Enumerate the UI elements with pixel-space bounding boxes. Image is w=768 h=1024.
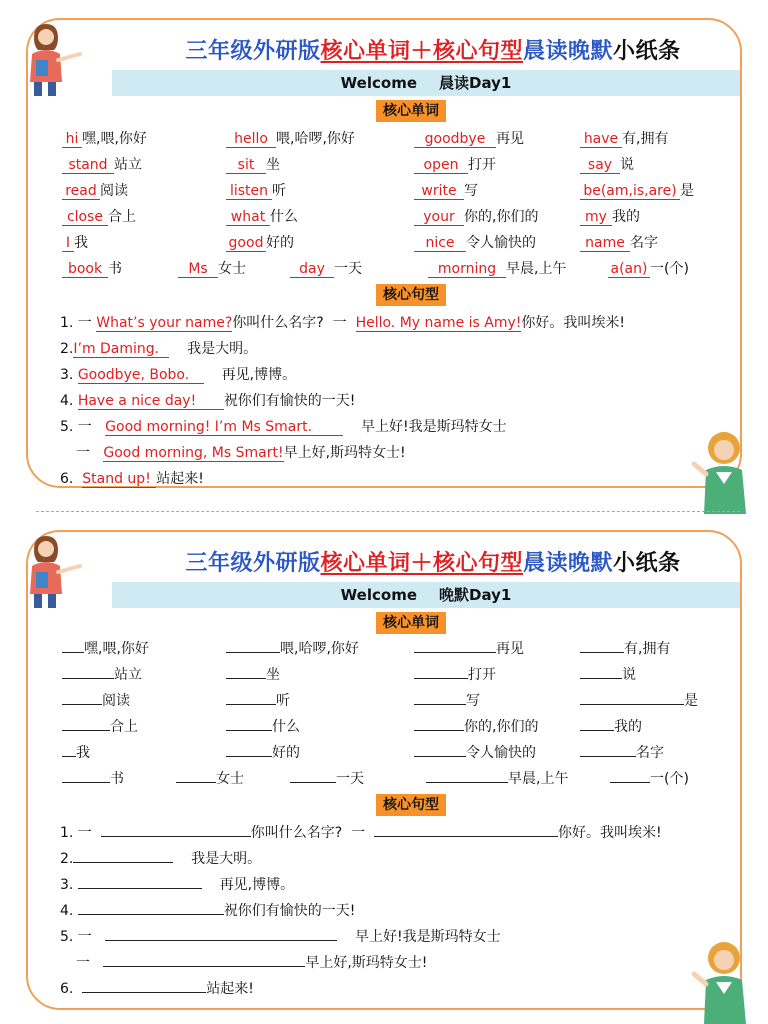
sentence-number: 6. [60,471,74,487]
word-zh: 写 [466,693,480,709]
teacher-pointing-icon [22,20,84,98]
page-title [123,34,743,65]
word-zh: 听 [276,693,290,709]
words-tag: 核心单词 [376,612,446,634]
word-zh: 一(个) [650,261,689,277]
title-part-core: 核心单词＋核心句型 [320,39,523,64]
word-item [226,208,298,226]
word-item [226,182,286,200]
word-en: say [580,158,620,174]
word-item [62,260,122,278]
word-zh: 喂,哈啰,你好 [280,641,359,657]
day-band [112,70,740,96]
sentence-2 [60,340,257,358]
sentence-en: Good morning, Ms Smart! [103,445,284,461]
word-zh: 女士 [216,771,244,787]
word-zh: 名字 [636,745,664,761]
sentence-zh: 我是大明。 [191,851,262,867]
sentence-zh: 早上好,斯玛特女士! [283,445,406,461]
word-zh: 名字 [630,235,658,251]
word-zh: 站立 [114,667,142,683]
word-en: name [580,236,630,252]
word-en: morning [428,262,506,278]
title-part-note: 小纸条 [613,551,681,576]
word-zh: 我 [76,745,90,761]
word-blank-item [226,640,359,658]
sentence-zh: 再见,博博。 [219,877,295,893]
word-item [414,130,524,148]
word-en: read [62,184,100,200]
sentence-number: 1. 一 [60,825,92,841]
sentence-5b [76,444,406,462]
band-welcome: Welcome [340,586,417,604]
sentence-zh: 祝你们有愉快的一天! [223,903,356,919]
sentence-blank-2 [60,850,261,868]
word-zh: 嘿,喂,你好 [82,131,147,147]
word-en: close [62,210,108,226]
word-blank-item [414,744,536,762]
sentence-blank-4 [60,902,355,920]
word-item [290,260,362,278]
word-en: have [580,132,622,148]
sentences-tag: 核心句型 [376,794,446,816]
word-item [226,156,280,174]
word-en: book [62,262,108,278]
word-zh: 阅读 [100,183,128,199]
word-zh: 早晨,上午 [508,771,569,787]
word-blank-item [414,666,496,684]
word-zh: 什么 [272,719,300,735]
word-en: goodbye [414,132,496,148]
sentence-zh: 你叫什么名字? [232,315,324,331]
sentence-number: 3. [60,877,74,893]
word-item [62,130,147,148]
title-part-grade: 三年级外研版 [185,551,321,576]
sentence-zh: 祝你们有愉快的一天! [223,393,356,409]
band-day: 晚默Day1 [439,586,512,604]
sentence-4 [60,392,355,410]
sentence-zh: 站起来! [156,471,204,487]
word-item [62,182,128,200]
word-zh: 早晨,上午 [506,261,567,277]
word-item [178,260,246,278]
sentence-number: 1. 一 [60,315,92,331]
word-blank-item [580,666,636,684]
words-tag: 核心单词 [376,100,446,122]
sentence-en: Goodbye, Bobo. [78,368,204,384]
word-blank-item [580,640,670,658]
word-zh: 打开 [468,157,496,173]
evening-card [26,530,742,1010]
page-title-2 [123,546,743,577]
sentence-number: 2. [60,341,74,357]
word-item [62,156,142,174]
word-blank-item [414,692,480,710]
word-zh: 我 [74,235,88,251]
word-item [580,208,640,226]
sentence-dash: 一 [76,955,90,971]
word-en: sit [226,158,266,174]
sentence-zh: 你叫什么名字? [250,825,343,841]
sentence-number: 3. [60,367,74,383]
band-welcome: Welcome [340,74,417,92]
word-zh: 说 [622,667,636,683]
word-item [414,234,536,252]
word-blank-item [226,692,290,710]
word-en: my [580,210,612,226]
band-day: 晨读Day1 [439,74,512,92]
word-zh: 有,拥有 [624,641,671,657]
sentence-zh: 站起来! [206,981,254,997]
word-zh: 一天 [334,261,362,277]
title-part-read: 晨读晚默 [523,39,614,64]
woman-waving-icon [690,426,750,514]
sentence-number: 6. [60,981,74,997]
word-zh: 书 [108,261,122,277]
word-zh: 一(个) [650,771,689,787]
sentence-blank-1 [60,824,662,842]
word-zh: 你的,你们的 [464,719,539,735]
word-zh: 什么 [270,209,298,225]
word-zh: 听 [272,183,286,199]
word-blank-item [226,666,280,684]
word-zh: 合上 [110,719,138,735]
word-blank-item [226,744,300,762]
sentence-number: 4. [60,903,74,919]
word-en: I [62,236,74,252]
word-zh: 再见 [496,131,524,147]
word-item [580,182,694,200]
word-zh: 站立 [114,157,142,173]
word-en: nice [414,236,466,252]
word-en: good [226,236,266,252]
word-blank-item [414,718,538,736]
word-zh: 一天 [336,771,364,787]
word-blank-item [62,692,130,710]
word-zh: 阅读 [102,693,130,709]
word-blank-item [580,692,698,710]
sentence-number: 5. 一 [60,419,92,435]
sentence-number: 5. 一 [60,929,92,945]
morning-card [26,18,742,488]
word-en: day [290,262,334,278]
word-zh: 写 [464,183,478,199]
sentence-blank-6 [60,980,254,998]
word-zh: 我的 [614,719,642,735]
word-item [62,234,88,252]
dashed-divider [36,511,740,512]
word-zh: 好的 [272,745,300,761]
word-item [414,208,538,226]
sentence-1 [60,314,625,332]
word-blank-item [62,718,138,736]
sentence-en: What’s your name? [96,315,233,331]
sentence-en: Good morning! I’m Ms Smart. [105,420,343,436]
word-zh: 打开 [468,667,496,683]
word-en: stand [62,158,114,174]
title-part-note: 小纸条 [613,39,681,64]
sentence-blank-5b [76,954,427,972]
sentence-dash: 一 [351,825,366,841]
title-part-read: 晨读晚默 [523,551,614,576]
word-en: your [414,210,464,226]
sentence-5 [60,418,507,436]
word-zh: 令人愉快的 [466,745,536,761]
word-blank-item [610,770,689,788]
word-en: Ms [178,262,218,278]
sentence-blank-3 [60,876,294,894]
word-item [428,260,566,278]
word-blank-item [580,744,664,762]
word-zh: 有,拥有 [622,131,669,147]
sentence-dash: 一 [76,445,90,461]
teacher-pointing-icon [22,532,84,610]
word-zh: 书 [110,771,124,787]
word-en: what [226,210,270,226]
word-zh: 令人愉快的 [466,235,536,251]
sentence-zh: 你好。我叫埃米! [521,315,626,331]
word-blank-item [580,718,642,736]
word-en: listen [226,184,272,200]
sentence-zh: 你好。我叫埃米! [557,825,662,841]
word-blank-item [62,744,90,762]
sentence-en: I’m Daming. [73,342,169,358]
sentence-en: Hello. My name is Amy! [355,315,522,331]
word-blank-item [226,718,300,736]
sentence-zh: 再见,博博。 [221,367,297,383]
sentence-blank-5 [60,928,501,946]
sentence-zh: 早上好,斯玛特女士! [305,955,428,971]
sentence-number: 4. [60,393,74,409]
sentence-number: 2. [60,851,74,867]
sentence-zh: 我是大明。 [187,341,258,357]
word-en: be(am,is,are) [580,184,680,200]
word-zh: 你的,你们的 [464,209,539,225]
word-item [580,156,634,174]
word-zh: 喂,哈啰,你好 [276,131,355,147]
word-item [62,208,136,226]
word-item [414,156,496,174]
word-blank-item [62,666,142,684]
word-zh: 是 [680,183,694,199]
word-item [608,260,689,278]
sentence-zh: 早上好!我是斯玛特女士 [360,419,507,435]
word-en: hi [62,132,82,148]
word-item [226,130,355,148]
word-en: a(an) [608,262,650,278]
sentence-6 [60,470,204,488]
title-part-grade: 三年级外研版 [185,39,321,64]
word-zh: 再见 [496,641,524,657]
word-zh: 坐 [266,157,280,173]
word-zh: 女士 [218,261,246,277]
word-zh: 坐 [266,667,280,683]
word-blank-item [176,770,244,788]
word-en: open [414,158,468,174]
word-en: hello [226,132,276,148]
word-blank-item [290,770,364,788]
word-blank-item [426,770,568,788]
day-band [112,582,740,608]
word-zh: 是 [684,693,698,709]
sentence-en: Have a nice day! [78,394,224,410]
word-item [414,182,478,200]
word-item [226,234,294,252]
word-blank-item [62,770,124,788]
word-item [580,234,658,252]
sentence-en: Stand up! [82,472,156,488]
word-item [580,130,668,148]
word-en: write [414,184,464,200]
word-zh: 我的 [612,209,640,225]
word-zh: 合上 [108,209,136,225]
sentence-dash: 一 [332,315,347,331]
word-zh: 说 [620,157,634,173]
title-part-core: 核心单词＋核心句型 [320,551,523,576]
sentence-3 [60,366,296,384]
word-blank-item [414,640,524,658]
word-zh: 好的 [266,235,294,251]
word-zh: 嘿,喂,你好 [84,641,149,657]
woman-waving-icon [690,936,750,1024]
sentences-tag: 核心句型 [376,284,446,306]
sentence-zh: 早上好!我是斯玛特女士 [354,929,501,945]
word-blank-item [62,640,149,658]
